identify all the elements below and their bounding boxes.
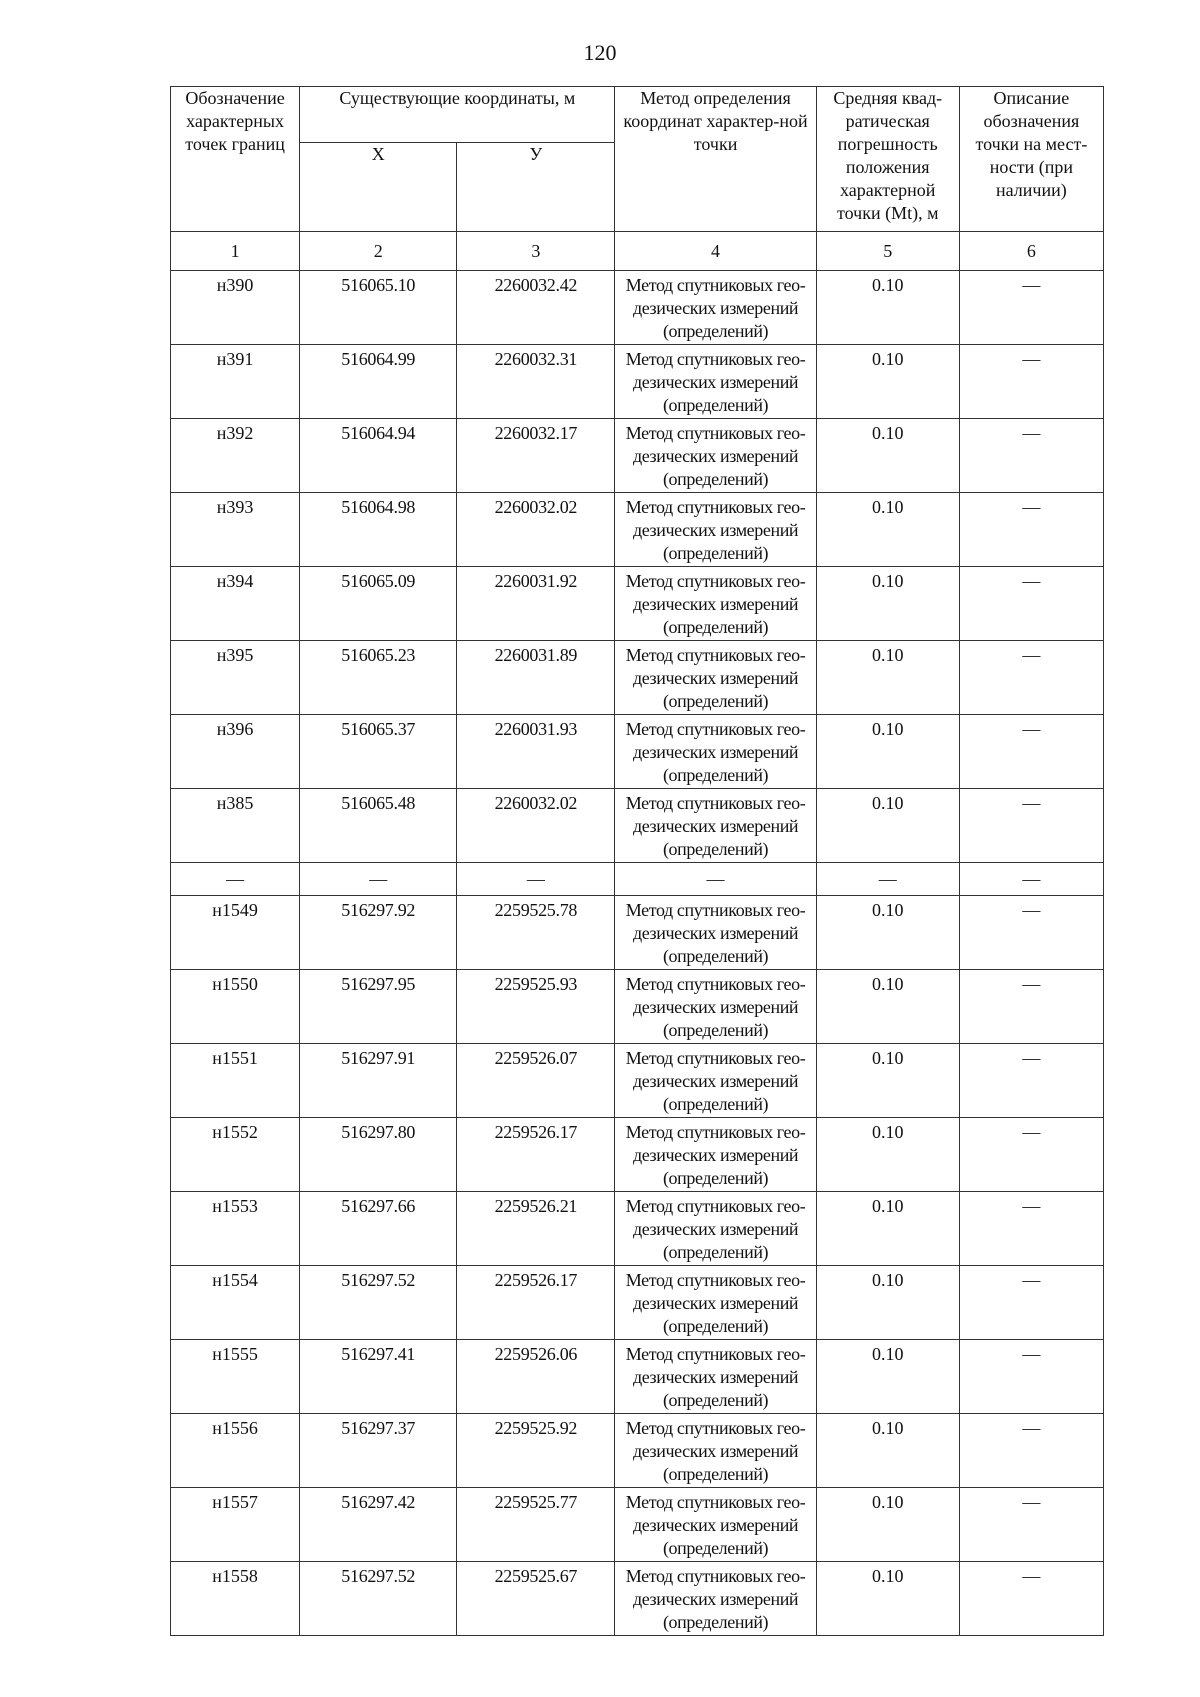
table-row — [171, 1118, 1104, 1192]
point-cell: н1549 — [171, 896, 300, 970]
x-cell: 516297.52 — [300, 1562, 457, 1636]
separator-row — [171, 863, 1104, 896]
separator-cell: — — [816, 863, 959, 896]
y-cell: 2259526.21 — [457, 1192, 615, 1266]
method-cell: Метод спутниковых гео-дезических измерений (определений) — [615, 1488, 816, 1562]
y-cell: 2260032.02 — [457, 493, 615, 567]
y-cell: 2259525.77 — [457, 1488, 615, 1562]
separator-cell: — — [457, 863, 615, 896]
table-row — [171, 1044, 1104, 1118]
x-cell: 516065.10 — [300, 271, 457, 345]
point-cell: н392 — [171, 419, 300, 493]
table-row — [171, 271, 1104, 345]
point-cell: н390 — [171, 271, 300, 345]
x-cell: 516065.48 — [300, 789, 457, 863]
method-cell: Метод спутниковых гео-дезических измерений (определений) — [615, 493, 816, 567]
x-cell: 516297.52 — [300, 1266, 457, 1340]
header-designation: Обозначение характерных точек границ — [171, 87, 300, 232]
error-cell: 0.10 — [816, 493, 959, 567]
point-cell: н1554 — [171, 1266, 300, 1340]
header-x: X — [300, 143, 457, 232]
error-cell: 0.10 — [816, 1192, 959, 1266]
method-cell: Метод спутниковых гео-дезических измерений (определений) — [615, 1118, 816, 1192]
error-cell: 0.10 — [816, 1044, 959, 1118]
y-cell: 2260031.93 — [457, 715, 615, 789]
table-row — [171, 1488, 1104, 1562]
point-cell: н385 — [171, 789, 300, 863]
method-cell: Метод спутниковых гео-дезических измерений (определений) — [615, 789, 816, 863]
y-cell: 2259525.67 — [457, 1562, 615, 1636]
point-cell: н395 — [171, 641, 300, 715]
x-cell: 516297.41 — [300, 1340, 457, 1414]
error-cell: 0.10 — [816, 641, 959, 715]
table-row — [171, 789, 1104, 863]
x-cell: 516065.23 — [300, 641, 457, 715]
x-cell: 516297.37 — [300, 1414, 457, 1488]
y-cell: 2260031.92 — [457, 567, 615, 641]
description-cell: — — [959, 345, 1103, 419]
point-cell: н1550 — [171, 970, 300, 1044]
separator-cell: — — [959, 863, 1103, 896]
error-cell: 0.10 — [816, 271, 959, 345]
x-cell: 516297.92 — [300, 896, 457, 970]
column-number: 1 — [171, 232, 300, 271]
separator-cell: — — [171, 863, 300, 896]
description-cell: — — [959, 896, 1103, 970]
description-cell: — — [959, 1488, 1103, 1562]
y-cell: 2259526.06 — [457, 1340, 615, 1414]
method-cell: Метод спутниковых гео-дезических измерений (определений) — [615, 1044, 816, 1118]
description-cell: — — [959, 1562, 1103, 1636]
point-cell: н1553 — [171, 1192, 300, 1266]
method-cell: Метод спутниковых гео-дезических измерений (определений) — [615, 345, 816, 419]
x-cell: 516297.42 — [300, 1488, 457, 1562]
error-cell: 0.10 — [816, 1118, 959, 1192]
method-cell: Метод спутниковых гео-дезических измерений (определений) — [615, 1414, 816, 1488]
table-row — [171, 715, 1104, 789]
table-row — [171, 641, 1104, 715]
separator-cell: — — [615, 863, 816, 896]
page-number: 120 — [583, 40, 617, 65]
column-number: 5 — [816, 232, 959, 271]
point-cell: н1552 — [171, 1118, 300, 1192]
method-cell: Метод спутниковых гео-дезических измерений (определений) — [615, 1562, 816, 1636]
header-y: У — [457, 143, 615, 232]
column-number-row — [171, 232, 1104, 271]
description-cell: — — [959, 715, 1103, 789]
error-cell: 0.10 — [816, 1266, 959, 1340]
method-cell: Метод спутниковых гео-дезических измерений (определений) — [615, 715, 816, 789]
error-cell: 0.10 — [816, 567, 959, 641]
error-cell: 0.10 — [816, 1562, 959, 1636]
x-cell: 516297.95 — [300, 970, 457, 1044]
point-cell: н394 — [171, 567, 300, 641]
error-cell: 0.10 — [816, 345, 959, 419]
method-cell: Метод спутниковых гео-дезических измерений (определений) — [615, 896, 816, 970]
y-cell: 2260032.42 — [457, 271, 615, 345]
error-cell: 0.10 — [816, 970, 959, 1044]
column-number: 4 — [615, 232, 816, 271]
x-cell: 516064.98 — [300, 493, 457, 567]
table-row — [171, 345, 1104, 419]
table-row — [171, 1414, 1104, 1488]
header-error: Средняя квад-ратическая погрешность положения характерной точки (Mt), м — [816, 87, 959, 232]
description-cell: — — [959, 567, 1103, 641]
description-cell: — — [959, 1192, 1103, 1266]
error-cell: 0.10 — [816, 789, 959, 863]
point-cell: н1556 — [171, 1414, 300, 1488]
description-cell: — — [959, 1044, 1103, 1118]
y-cell: 2259526.07 — [457, 1044, 615, 1118]
point-cell: н391 — [171, 345, 300, 419]
table-body — [171, 232, 1104, 1636]
y-cell: 2260031.89 — [457, 641, 615, 715]
y-cell: 2260032.17 — [457, 419, 615, 493]
table-row — [171, 1340, 1104, 1414]
x-cell: 516297.80 — [300, 1118, 457, 1192]
column-number: 3 — [457, 232, 615, 271]
table-row — [171, 1562, 1104, 1636]
error-cell: 0.10 — [816, 1488, 959, 1562]
error-cell: 0.10 — [816, 419, 959, 493]
y-cell: 2259526.17 — [457, 1266, 615, 1340]
table-row — [171, 567, 1104, 641]
method-cell: Метод спутниковых гео-дезических измерений (определений) — [615, 1192, 816, 1266]
method-cell: Метод спутниковых гео-дезических измерений (определений) — [615, 419, 816, 493]
y-cell: 2260032.02 — [457, 789, 615, 863]
description-cell: — — [959, 271, 1103, 345]
coordinates-table — [170, 86, 1104, 1636]
error-cell: 0.10 — [816, 1340, 959, 1414]
point-cell: н396 — [171, 715, 300, 789]
method-cell: Метод спутниковых гео-дезических измерений (определений) — [615, 641, 816, 715]
y-cell: 2259525.78 — [457, 896, 615, 970]
header-method: Метод определения координат характер-ной точки — [615, 87, 816, 232]
x-cell: 516297.91 — [300, 1044, 457, 1118]
y-cell: 2259525.93 — [457, 970, 615, 1044]
separator-cell: — — [300, 863, 457, 896]
error-cell: 0.10 — [816, 1414, 959, 1488]
x-cell: 516064.99 — [300, 345, 457, 419]
column-number: 2 — [300, 232, 457, 271]
header-coordinates: Существующие координаты, м — [300, 87, 615, 143]
y-cell: 2259526.17 — [457, 1118, 615, 1192]
point-cell: н1551 — [171, 1044, 300, 1118]
point-cell: н393 — [171, 493, 300, 567]
table-row — [171, 970, 1104, 1044]
point-cell: н1555 — [171, 1340, 300, 1414]
description-cell: — — [959, 1266, 1103, 1340]
header-description: Описание обозначения точки на мест-ности (при наличии) — [959, 87, 1103, 232]
description-cell: — — [959, 970, 1103, 1044]
table-row — [171, 1266, 1104, 1340]
table-row — [171, 493, 1104, 567]
error-cell: 0.10 — [816, 896, 959, 970]
column-number: 6 — [959, 232, 1103, 271]
table-row — [171, 896, 1104, 970]
method-cell: Метод спутниковых гео-дезических измерений (определений) — [615, 567, 816, 641]
description-cell: — — [959, 1118, 1103, 1192]
description-cell: — — [959, 493, 1103, 567]
y-cell: 2260032.31 — [457, 345, 615, 419]
description-cell: — — [959, 641, 1103, 715]
method-cell: Метод спутниковых гео-дезических измерений (определений) — [615, 1340, 816, 1414]
description-cell: — — [959, 419, 1103, 493]
method-cell: Метод спутниковых гео-дезических измерений (определений) — [615, 271, 816, 345]
x-cell: 516065.37 — [300, 715, 457, 789]
x-cell: 516065.09 — [300, 567, 457, 641]
method-cell: Метод спутниковых гео-дезических измерений (определений) — [615, 970, 816, 1044]
description-cell: — — [959, 789, 1103, 863]
point-cell: н1558 — [171, 1562, 300, 1636]
table-row — [171, 419, 1104, 493]
method-cell: Метод спутниковых гео-дезических измерений (определений) — [615, 1266, 816, 1340]
description-cell: — — [959, 1414, 1103, 1488]
x-cell: 516064.94 — [300, 419, 457, 493]
y-cell: 2259525.92 — [457, 1414, 615, 1488]
table-row — [171, 1192, 1104, 1266]
point-cell: н1557 — [171, 1488, 300, 1562]
error-cell: 0.10 — [816, 715, 959, 789]
x-cell: 516297.66 — [300, 1192, 457, 1266]
description-cell: — — [959, 1340, 1103, 1414]
